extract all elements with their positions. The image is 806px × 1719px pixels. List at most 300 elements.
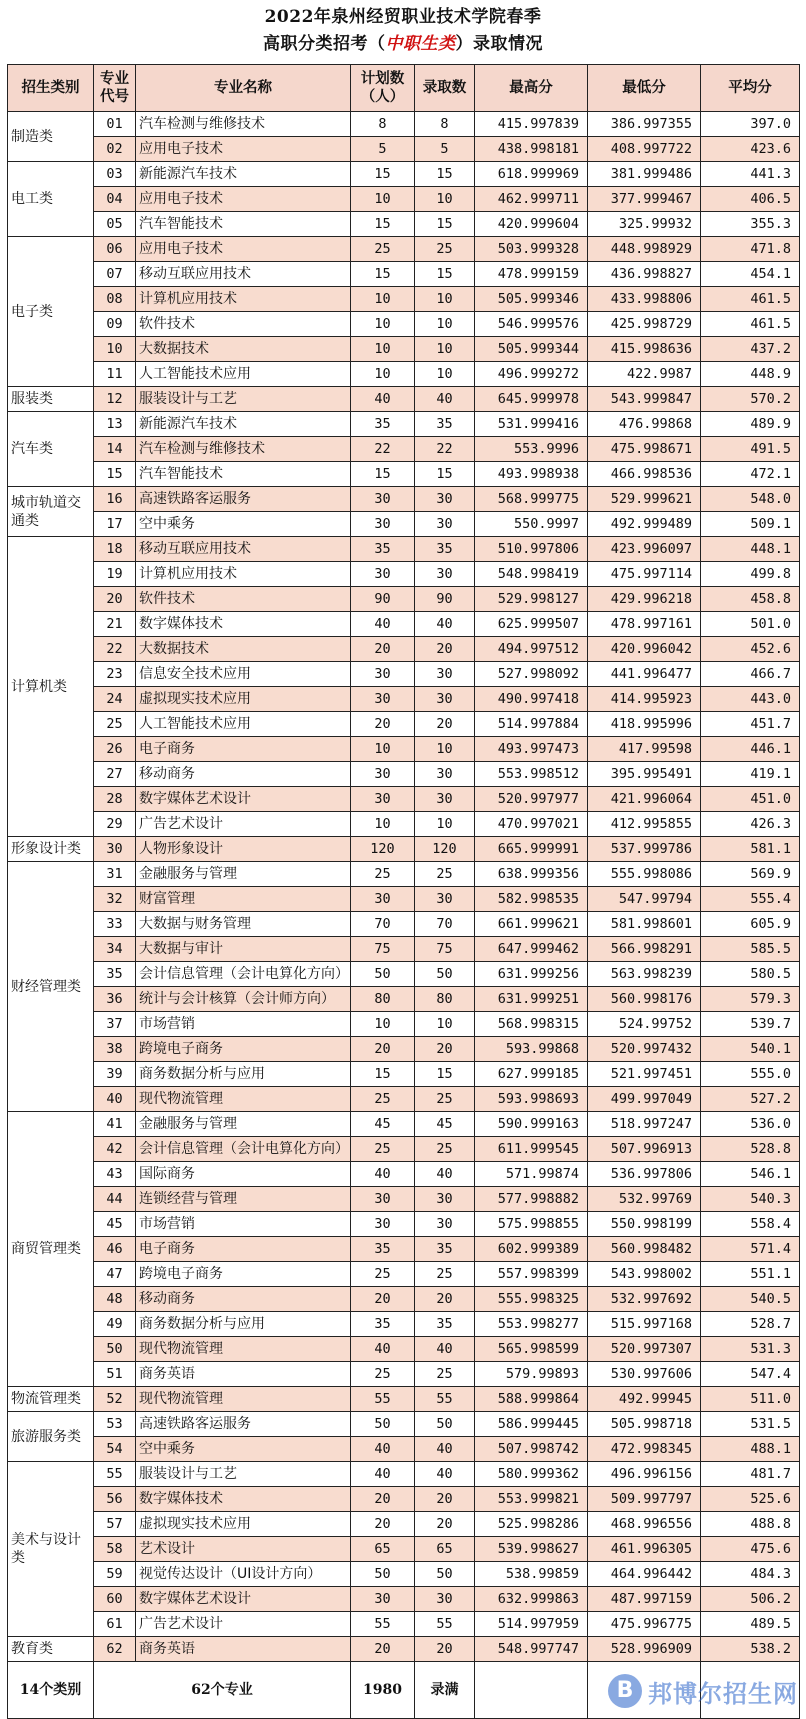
avg-score-cell: 489.5	[701, 1612, 800, 1637]
max-score-cell: 631.999251	[475, 987, 588, 1012]
major-cell: 广告艺术设计	[136, 1612, 351, 1637]
table-row	[8, 312, 800, 337]
avg-score-cell: 481.7	[701, 1462, 800, 1487]
category-cell: 财经管理类	[8, 862, 94, 1112]
table-row	[8, 1637, 800, 1662]
min-score-cell: 433.998806	[588, 287, 701, 312]
header-admit: 录取数	[415, 65, 475, 112]
admit-cell: 15	[415, 1062, 475, 1087]
header-major: 专业名称	[136, 65, 351, 112]
table-row	[8, 212, 800, 237]
table-row	[8, 1612, 800, 1637]
avg-score-cell: 531.5	[701, 1412, 800, 1437]
max-score-cell: 505.999346	[475, 287, 588, 312]
code-cell: 45	[94, 1212, 136, 1237]
min-score-cell: 421.996064	[588, 787, 701, 812]
admit-cell: 30	[415, 887, 475, 912]
table-row	[8, 1412, 800, 1437]
admit-cell: 70	[415, 912, 475, 937]
admit-cell: 35	[415, 537, 475, 562]
major-cell: 移动商务	[136, 762, 351, 787]
admit-cell: 30	[415, 1212, 475, 1237]
min-score-cell: 386.997355	[588, 112, 701, 137]
avg-score-cell: 499.8	[701, 562, 800, 587]
max-score-cell: 627.999185	[475, 1062, 588, 1087]
min-score-cell: 505.998718	[588, 1412, 701, 1437]
code-cell: 55	[94, 1462, 136, 1487]
table-row	[8, 1312, 800, 1337]
avg-score-cell: 506.2	[701, 1587, 800, 1612]
major-cell: 商务数据分析与应用	[136, 1312, 351, 1337]
plan-cell: 25	[351, 862, 415, 887]
table-row	[8, 1162, 800, 1187]
major-cell: 现代物流管理	[136, 1337, 351, 1362]
plan-cell: 80	[351, 987, 415, 1012]
admit-cell: 8	[415, 112, 475, 137]
admit-cell: 40	[415, 1162, 475, 1187]
major-cell: 会计信息管理（会计电算化方向）	[136, 1137, 351, 1162]
avg-score-cell: 540.1	[701, 1037, 800, 1062]
avg-score-cell: 531.3	[701, 1337, 800, 1362]
table-row	[8, 1587, 800, 1612]
code-cell: 38	[94, 1037, 136, 1062]
plan-cell: 20	[351, 1487, 415, 1512]
min-score-cell: 475.996775	[588, 1612, 701, 1637]
footer-blank	[475, 1662, 588, 1719]
max-score-cell: 546.999576	[475, 312, 588, 337]
min-score-cell: 537.999786	[588, 837, 701, 862]
admit-cell: 40	[415, 612, 475, 637]
max-score-cell: 568.998315	[475, 1012, 588, 1037]
admit-cell: 25	[415, 1087, 475, 1112]
plan-cell: 25	[351, 1087, 415, 1112]
code-cell: 52	[94, 1387, 136, 1412]
code-cell: 56	[94, 1487, 136, 1512]
admit-cell: 10	[415, 812, 475, 837]
plan-cell: 35	[351, 412, 415, 437]
major-cell: 大数据与审计	[136, 937, 351, 962]
min-score-cell: 475.998671	[588, 437, 701, 462]
major-cell: 软件技术	[136, 312, 351, 337]
avg-score-cell: 585.5	[701, 937, 800, 962]
code-cell: 43	[94, 1162, 136, 1187]
admit-cell: 50	[415, 1412, 475, 1437]
code-cell: 58	[94, 1537, 136, 1562]
max-score-cell: 462.999711	[475, 187, 588, 212]
admit-cell: 10	[415, 187, 475, 212]
code-cell: 02	[94, 137, 136, 162]
code-cell: 46	[94, 1237, 136, 1262]
major-cell: 数字媒体技术	[136, 612, 351, 637]
max-score-cell: 582.998535	[475, 887, 588, 912]
admit-cell: 10	[415, 362, 475, 387]
table-row	[8, 912, 800, 937]
major-cell: 汽车检测与维修技术	[136, 437, 351, 462]
plan-cell: 15	[351, 212, 415, 237]
table-row	[8, 1062, 800, 1087]
header-avg: 平均分	[701, 65, 800, 112]
major-cell: 市场营销	[136, 1212, 351, 1237]
code-cell: 14	[94, 437, 136, 462]
min-score-cell: 425.998729	[588, 312, 701, 337]
plan-cell: 30	[351, 512, 415, 537]
admit-cell: 40	[415, 1437, 475, 1462]
max-score-cell: 602.999389	[475, 1237, 588, 1262]
plan-cell: 55	[351, 1612, 415, 1637]
watermark	[608, 1671, 798, 1711]
footer-categories: 14个类别	[8, 1662, 94, 1719]
admit-cell: 55	[415, 1612, 475, 1637]
table-row	[8, 987, 800, 1012]
max-score-cell: 529.998127	[475, 587, 588, 612]
plan-cell: 10	[351, 287, 415, 312]
table-row	[8, 587, 800, 612]
title-line-2	[0, 31, 806, 57]
code-cell: 51	[94, 1362, 136, 1387]
avg-score-cell: 458.8	[701, 587, 800, 612]
max-score-cell: 645.999978	[475, 387, 588, 412]
avg-score-cell: 571.4	[701, 1237, 800, 1262]
max-score-cell: 539.998627	[475, 1537, 588, 1562]
table-row	[8, 812, 800, 837]
max-score-cell: 493.998938	[475, 462, 588, 487]
admit-cell: 5	[415, 137, 475, 162]
max-score-cell: 531.999416	[475, 412, 588, 437]
table-row	[8, 137, 800, 162]
table-row	[8, 1212, 800, 1237]
min-score-cell: 412.995855	[588, 812, 701, 837]
avg-score-cell: 441.3	[701, 162, 800, 187]
major-cell: 跨境电子商务	[136, 1262, 351, 1287]
table-row	[8, 162, 800, 187]
avg-score-cell: 605.9	[701, 912, 800, 937]
avg-score-cell: 558.4	[701, 1212, 800, 1237]
code-cell: 01	[94, 112, 136, 137]
max-score-cell: 470.997021	[475, 812, 588, 837]
table-row	[8, 1037, 800, 1062]
min-score-cell: 420.996042	[588, 637, 701, 662]
plan-cell: 40	[351, 1437, 415, 1462]
table-row	[8, 1287, 800, 1312]
admit-cell: 30	[415, 562, 475, 587]
major-cell: 数字媒体艺术设计	[136, 787, 351, 812]
admit-cell: 30	[415, 662, 475, 687]
max-score-cell: 510.997806	[475, 537, 588, 562]
plan-cell: 15	[351, 162, 415, 187]
major-cell: 现代物流管理	[136, 1387, 351, 1412]
min-score-cell: 423.996097	[588, 537, 701, 562]
code-cell: 60	[94, 1587, 136, 1612]
code-cell: 07	[94, 262, 136, 287]
admit-cell: 25	[415, 1362, 475, 1387]
category-cell: 形象设计类	[8, 837, 94, 862]
header-max: 最高分	[475, 65, 588, 112]
header-row	[8, 65, 800, 112]
table-row	[8, 1437, 800, 1462]
code-cell: 21	[94, 612, 136, 637]
table-row	[8, 762, 800, 787]
plan-cell: 15	[351, 1062, 415, 1087]
avg-score-cell: 448.1	[701, 537, 800, 562]
major-cell: 统计与会计核算（会计师方向）	[136, 987, 351, 1012]
table-row	[8, 1112, 800, 1137]
watermark-text: 邦博尔招生网	[648, 1679, 798, 1708]
plan-cell: 50	[351, 962, 415, 987]
avg-score-cell: 551.1	[701, 1262, 800, 1287]
header-min: 最低分	[588, 65, 701, 112]
admit-cell: 10	[415, 737, 475, 762]
table-row	[8, 1387, 800, 1412]
table-row	[8, 437, 800, 462]
table-row	[8, 1537, 800, 1562]
table-row	[8, 387, 800, 412]
header-plan: 计划数（人）	[351, 65, 415, 112]
min-score-cell: 414.995923	[588, 687, 701, 712]
major-cell: 人工智能技术应用	[136, 712, 351, 737]
avg-score-cell: 548.0	[701, 487, 800, 512]
major-cell: 虚拟现实技术应用	[136, 687, 351, 712]
max-score-cell: 550.9997	[475, 512, 588, 537]
major-cell: 信息安全技术应用	[136, 662, 351, 687]
min-score-cell: 563.998239	[588, 962, 701, 987]
admit-cell: 55	[415, 1387, 475, 1412]
admit-cell: 30	[415, 787, 475, 812]
major-cell: 数字媒体技术	[136, 1487, 351, 1512]
max-score-cell: 525.998286	[475, 1512, 588, 1537]
max-score-cell: 611.999545	[475, 1137, 588, 1162]
max-score-cell: 632.999863	[475, 1587, 588, 1612]
avg-score-cell: 454.1	[701, 262, 800, 287]
plan-cell: 20	[351, 1287, 415, 1312]
table-row	[8, 362, 800, 387]
major-cell: 视觉传达设计（UI设计方向）	[136, 1562, 351, 1587]
admit-cell: 40	[415, 1337, 475, 1362]
min-score-cell: 532.99769	[588, 1187, 701, 1212]
title-highlight: 中职生类	[385, 34, 456, 54]
plan-cell: 15	[351, 262, 415, 287]
admit-cell: 65	[415, 1537, 475, 1562]
category-cell: 服装类	[8, 387, 94, 412]
admit-cell: 15	[415, 462, 475, 487]
admit-cell: 20	[415, 637, 475, 662]
major-cell: 软件技术	[136, 587, 351, 612]
admit-cell: 15	[415, 262, 475, 287]
min-score-cell: 528.996909	[588, 1637, 701, 1662]
plan-cell: 10	[351, 337, 415, 362]
code-cell: 17	[94, 512, 136, 537]
major-cell: 移动互联应用技术	[136, 537, 351, 562]
avg-score-cell: 423.6	[701, 137, 800, 162]
max-score-cell: 503.999328	[475, 237, 588, 262]
table-row	[8, 1462, 800, 1487]
plan-cell: 10	[351, 1012, 415, 1037]
min-score-cell: 492.99945	[588, 1387, 701, 1412]
code-cell: 27	[94, 762, 136, 787]
code-cell: 19	[94, 562, 136, 587]
avg-score-cell: 525.6	[701, 1487, 800, 1512]
avg-score-cell: 547.4	[701, 1362, 800, 1387]
admit-cell: 30	[415, 1587, 475, 1612]
min-score-cell: 507.996913	[588, 1137, 701, 1162]
table-row	[8, 187, 800, 212]
table-row	[8, 1237, 800, 1262]
max-score-cell: 478.999159	[475, 262, 588, 287]
min-score-cell: 536.997806	[588, 1162, 701, 1187]
max-score-cell: 618.999969	[475, 162, 588, 187]
major-cell: 大数据与财务管理	[136, 912, 351, 937]
code-cell: 47	[94, 1262, 136, 1287]
min-score-cell: 515.997168	[588, 1312, 701, 1337]
watermark-logo-icon: B	[608, 1674, 642, 1708]
table-row	[8, 637, 800, 662]
title-line-2-suffix: ）录取情况	[455, 34, 543, 54]
code-cell: 03	[94, 162, 136, 187]
major-cell: 移动商务	[136, 1287, 351, 1312]
min-score-cell: 415.998636	[588, 337, 701, 362]
avg-score-cell: 452.6	[701, 637, 800, 662]
admit-cell: 30	[415, 687, 475, 712]
major-cell: 跨境电子商务	[136, 1037, 351, 1062]
major-cell: 应用电子技术	[136, 237, 351, 262]
major-cell: 现代物流管理	[136, 1087, 351, 1112]
table-row	[8, 237, 800, 262]
min-score-cell: 520.997432	[588, 1037, 701, 1062]
plan-cell: 40	[351, 1162, 415, 1187]
plan-cell: 55	[351, 1387, 415, 1412]
plan-cell: 65	[351, 1537, 415, 1562]
table-row	[8, 562, 800, 587]
admit-cell: 10	[415, 312, 475, 337]
max-score-cell: 494.997512	[475, 637, 588, 662]
avg-score-cell: 528.8	[701, 1137, 800, 1162]
max-score-cell: 548.998419	[475, 562, 588, 587]
code-cell: 06	[94, 237, 136, 262]
major-cell: 大数据技术	[136, 637, 351, 662]
plan-cell: 22	[351, 437, 415, 462]
admit-cell: 120	[415, 837, 475, 862]
code-cell: 50	[94, 1337, 136, 1362]
table-row	[8, 1337, 800, 1362]
footer-majors: 62个专业	[94, 1662, 351, 1719]
category-cell: 商贸管理类	[8, 1112, 94, 1387]
code-cell: 31	[94, 862, 136, 887]
min-score-cell: 464.996442	[588, 1562, 701, 1587]
plan-cell: 45	[351, 1112, 415, 1137]
plan-cell: 10	[351, 312, 415, 337]
min-score-cell: 422.9987	[588, 362, 701, 387]
table-row	[8, 687, 800, 712]
admit-cell: 15	[415, 162, 475, 187]
max-score-cell: 593.998693	[475, 1087, 588, 1112]
avg-score-cell: 555.4	[701, 887, 800, 912]
major-cell: 广告艺术设计	[136, 812, 351, 837]
table-row	[8, 1137, 800, 1162]
admit-cell: 30	[415, 762, 475, 787]
min-score-cell: 550.998199	[588, 1212, 701, 1237]
plan-cell: 35	[351, 537, 415, 562]
avg-score-cell: 426.3	[701, 812, 800, 837]
avg-score-cell: 555.0	[701, 1062, 800, 1087]
category-cell: 电子类	[8, 237, 94, 387]
plan-cell: 25	[351, 1137, 415, 1162]
plan-cell: 10	[351, 362, 415, 387]
min-score-cell: 555.998086	[588, 862, 701, 887]
max-score-cell: 415.997839	[475, 112, 588, 137]
min-score-cell: 543.999847	[588, 387, 701, 412]
avg-score-cell: 448.9	[701, 362, 800, 387]
max-score-cell: 553.998512	[475, 762, 588, 787]
category-cell: 城市轨道交通类	[8, 487, 94, 537]
avg-score-cell: 580.5	[701, 962, 800, 987]
admission-table	[7, 64, 800, 1719]
max-score-cell: 631.999256	[475, 962, 588, 987]
category-cell: 汽车类	[8, 412, 94, 487]
code-cell: 57	[94, 1512, 136, 1537]
avg-score-cell: 511.0	[701, 1387, 800, 1412]
max-score-cell: 661.999621	[475, 912, 588, 937]
max-score-cell: 553.998277	[475, 1312, 588, 1337]
min-score-cell: 418.995996	[588, 712, 701, 737]
avg-score-cell: 509.1	[701, 512, 800, 537]
min-score-cell: 530.997606	[588, 1362, 701, 1387]
code-cell: 11	[94, 362, 136, 387]
plan-cell: 20	[351, 1512, 415, 1537]
admit-cell: 80	[415, 987, 475, 1012]
plan-cell: 30	[351, 787, 415, 812]
min-score-cell: 547.99794	[588, 887, 701, 912]
avg-score-cell: 546.1	[701, 1162, 800, 1187]
table-row	[8, 1012, 800, 1037]
admit-cell: 30	[415, 512, 475, 537]
plan-cell: 30	[351, 662, 415, 687]
max-score-cell: 520.997977	[475, 787, 588, 812]
admit-cell: 75	[415, 937, 475, 962]
max-score-cell: 490.997418	[475, 687, 588, 712]
min-score-cell: 475.997114	[588, 562, 701, 587]
plan-cell: 40	[351, 387, 415, 412]
avg-score-cell: 539.7	[701, 1012, 800, 1037]
plan-cell: 30	[351, 887, 415, 912]
admit-cell: 40	[415, 387, 475, 412]
code-cell: 12	[94, 387, 136, 412]
avg-score-cell: 461.5	[701, 312, 800, 337]
min-score-cell: 381.999486	[588, 162, 701, 187]
table-row	[8, 462, 800, 487]
category-cell: 计算机类	[8, 537, 94, 837]
admit-cell: 25	[415, 862, 475, 887]
major-cell: 人工智能技术应用	[136, 362, 351, 387]
plan-cell: 30	[351, 1212, 415, 1237]
admit-cell: 10	[415, 337, 475, 362]
admit-cell: 30	[415, 487, 475, 512]
max-score-cell: 553.999821	[475, 1487, 588, 1512]
avg-score-cell: 581.1	[701, 837, 800, 862]
avg-score-cell: 501.0	[701, 612, 800, 637]
code-cell: 08	[94, 287, 136, 312]
min-score-cell: 466.998536	[588, 462, 701, 487]
table-row	[8, 1487, 800, 1512]
code-cell: 36	[94, 987, 136, 1012]
category-cell: 制造类	[8, 112, 94, 162]
min-score-cell: 377.999467	[588, 187, 701, 212]
max-score-cell: 665.999991	[475, 837, 588, 862]
plan-cell: 50	[351, 1562, 415, 1587]
plan-cell: 25	[351, 237, 415, 262]
min-score-cell: 429.996218	[588, 587, 701, 612]
min-score-cell: 520.997307	[588, 1337, 701, 1362]
major-cell: 数字媒体艺术设计	[136, 1587, 351, 1612]
max-score-cell: 588.999864	[475, 1387, 588, 1412]
